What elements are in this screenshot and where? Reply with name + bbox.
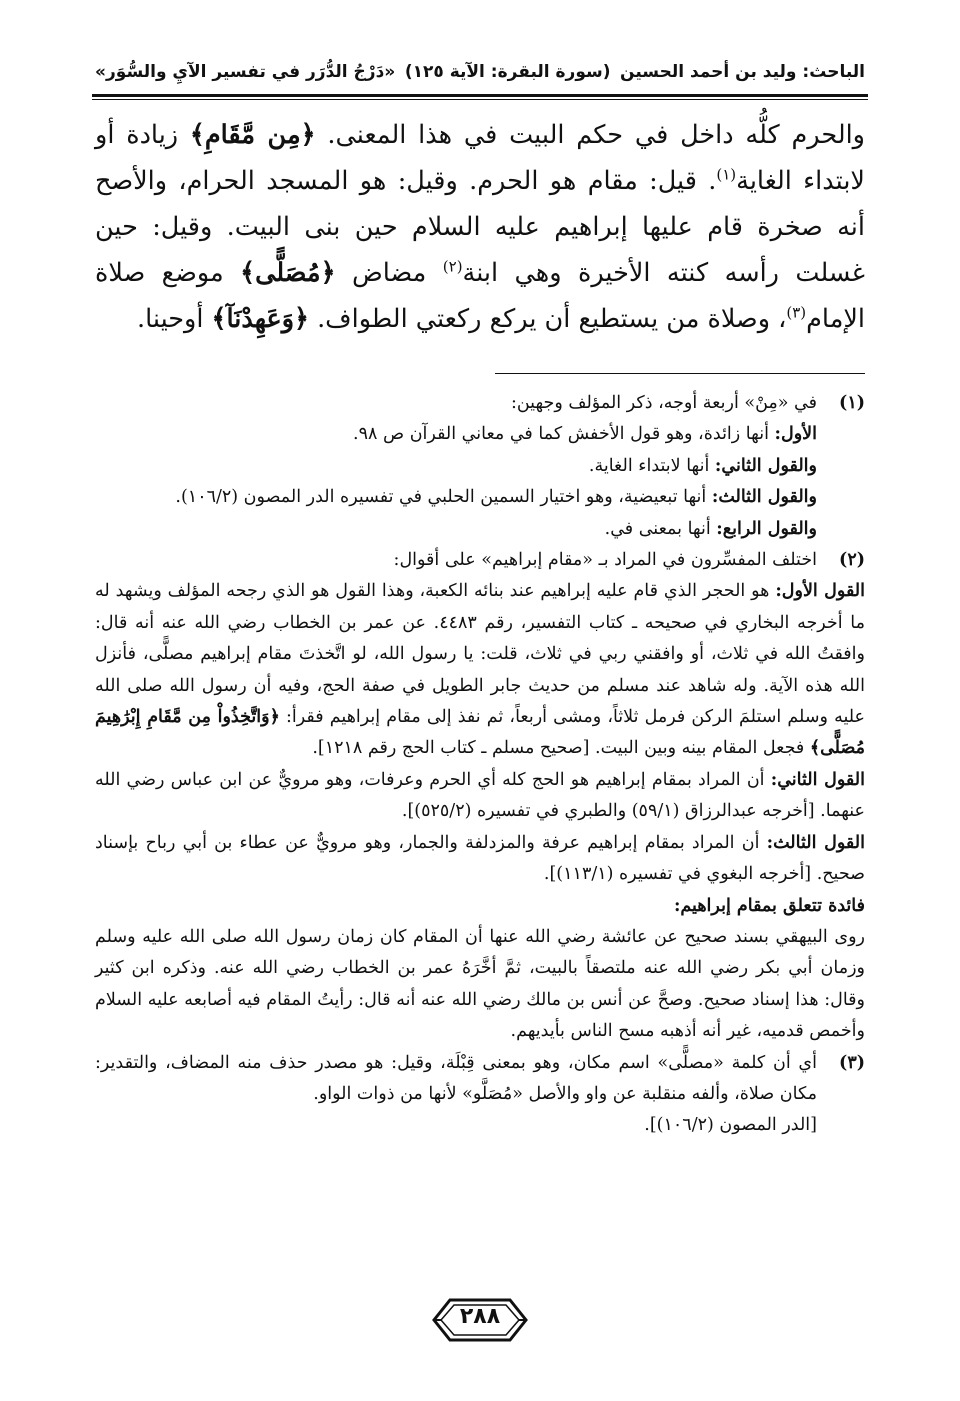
header-rule-thick [92, 94, 868, 97]
footnote-ref-1[interactable]: (١) [716, 165, 737, 184]
footnote-separator [495, 373, 865, 374]
page-number: ٢٨٨ [459, 1304, 501, 1329]
benefit-title: فائدة تتعلق بمقام إبراهيم: [673, 895, 865, 916]
main-paragraph: والحرم كلُّه داخل في حكم البيت في هذا المعنى. ﴿مِن مَّقَامِ﴾ زيادة أو لابتداء الغاية$^{(١)}$. قيل: مقام هو الحرم. وقيل: هو المسجد الحرام، والأصح أنه صخرة قام عليها إبراهيم عليه السلام حين بنى البيت. وقيل: حين غسلت رأسه كنته الأخيرة وهي ابنة$^{(٢)}$ مضاض ﴿مُصَلًّى﴾ موضع صلاة الإمام$^{(٣)}$، وصلاة من يستطيع أن يركع ركعتي الطواف. ﴿وَعَهِدْنَآ﴾ أوحينا. [95, 120, 865, 334]
footnote-2: (٢) اختلف المفسِّرون في المراد بـ «مقام إبراهيم» على أقوال: [95, 545, 865, 576]
quran-quote: ﴿وَاتَّخِذُواْ مِن مَّقَامِ إِبْرَٰهِيمَ مُصَلًّى﴾ [95, 707, 865, 759]
header-surah-verse: (سورة البقرة: الآية ١٢٥) [404, 62, 611, 82]
benefit-text: روى البيهقي بسند صحيح عن عائشة رضي الله عنها أن المقام كان زمان رسول الله صلى الله عليه وسلم وزمان أبي بكر رضي الله عنه ملتصقاً بالبيت، ثمَّ أخَّرَهُ عمر بن الخطاب رضي الله عنه. وذكره ابن كثير وقال: هذا إسناد صحيح. وصحَّ عن أنس بن مالك رضي الله عنه أنه قال: رأيتُ المقام فيه أصابعه عليه السلام وأخمص قدميه، غير أنه أذهبه مسح الناس بأيديهم. [95, 926, 865, 1042]
header-book-title: «دَرْجُ الدُّرَر في تفسير الآيِ والسُّوَر» [95, 62, 396, 82]
footnote-2-opinion-3: القول الثالث: أن المراد بمقام إبراهيم عرفة والمزدلفة والجمار، وهو مرويٌّ عن عطاء بن أبي رباح بإسناد صحيح. [أخرجه البغوي في تفسيره (١١٣/١)]. [95, 832, 865, 885]
footnote-1: (١) في «مِنْ» أربعة أوجه، ذكر المؤلف وجهين: الأول: أنها زائدة، وهو قول الأخفش كما في معاني القرآن ص ٩٨. والقول الثاني: أنها لابتداء الغاية. والقول الثالث: أنها تبعيضية، وهو اختيار السمين الحلبي في تفسيره الدر المصون (١٠٦/٢). والقول الرابع: أنها بمعنى في. [95, 388, 865, 545]
page-number-ornament [432, 1298, 528, 1342]
footnote-2-opinion-1: القول الأول: هو الحجر الذي قام عليه إبراهيم عند بنائه الكعبة، وهذا القول هو الذي رجحه المؤلف ويشهد له ما أخرجه البخاري في صحيحه ـ كتاب التفسير، رقم ٤٤٨٣. عن عمر بن الخطاب رضي الله عنه أنه قال: وافقتُ الله في ثلاث، أو وافقني ربي في ثلاث، قلت: يا رسول الله، لو اتَّخذتَ مقام إبراهيم مصلًّى، فأنزل الله هذه الآية. وله شاهد عند مسلم من حديث جابر الطويل في صفة الحج، وفيه أن رسول الله صلى الله عليه وسلم استلمَ الركن فرمل ثلاثاً، ومشى أربعاً، ثم نفذ إلى مقام إبراهيم فقرأ: ﴿وَاتَّخِذُواْ مِن مَّقَامِ إِبْرَٰهِيمَ مُصَلًّى﴾ فجعل المقام بينه وبين البيت. [صحيح مسلم ـ كتاب الحج رقم ١٢١٨]. [95, 581, 865, 759]
header-author: الباحث: وليد بن أحمد الحسين [620, 62, 865, 82]
quran-quote: ﴿مِن مَّقَامِ﴾ [189, 120, 316, 150]
running-header [95, 52, 865, 92]
main-commentary [95, 112, 865, 342]
footnote-2-opinion-2: القول الثاني: أن المراد بمقام إبراهيم هو الحج كله أي الحرم وعرفات، وهو مرويٌّ عن ابن عباس رضي الله عنهما. [أخرجه عبدالرزاق (٥٩/١) والطبري في تفسيره (٥٢٥/٢)]. [95, 769, 865, 822]
footnote-ref-2[interactable]: (٢) [442, 257, 463, 276]
footnote-ref-3[interactable]: (٣) [786, 303, 807, 322]
header-rule-thin [92, 99, 868, 100]
footnote-number: (١) [839, 393, 865, 413]
footnote-number: (٣) [839, 1052, 865, 1073]
footnote-3: (٣) أي أن كلمة «مصلًّى» اسم مكان، وهو بمعنى قِبْلَة، وقيل: هو مصدر حذف منه المضاف، والتقدير: مكان صلاة، وألفه منقلبة عن واو والأصل «مُصَلَّو» لأنها من ذوات الواو. [الدر المصون (١٠٦/٢)]. [95, 1048, 865, 1142]
footnote-number: (٢) [839, 550, 865, 571]
quran-quote: ﴿مُصَلًّى﴾ [240, 258, 336, 288]
quran-quote: ﴿وَعَهِدْنَآ﴾ [211, 304, 309, 334]
footnotes [95, 388, 865, 1142]
